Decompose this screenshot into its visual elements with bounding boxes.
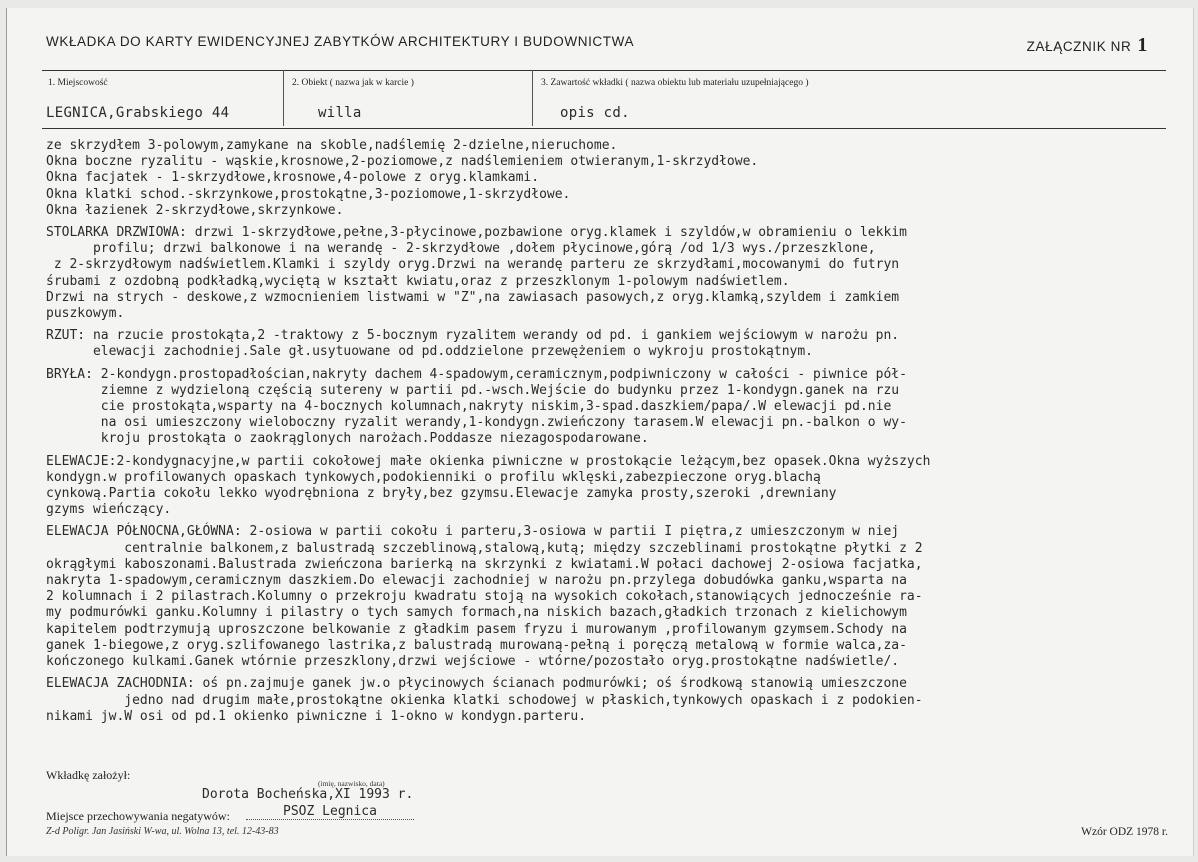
attachment-label: ZAŁĄCZNIK NR [1026, 39, 1132, 54]
description-line: cie prostokąta,wsparty na 4-bocznych kolumnach,nakryty niskim,3-spad.daszkiem/papa/.W elewacji pd.nie [46, 399, 892, 415]
description-line: cynkową.Partia cokołu lekko wyodrębniona z bryły,bez gzymsu.Elewacje zamyka prosty,szeroki ,drewniany [46, 486, 837, 502]
field-divider-1 [283, 70, 284, 126]
description-line: STOLARKA DRZWIOWA: drzwi 1-skrzydłowe,pełne,3-płycinowe,pozbawione oryg.klamek i szyldów,w obramieniu o lekkim [46, 225, 907, 241]
description-line: nakryta 1-spadowym,ceramicznym daszkiem.Do elewacji zachodniej w narożu pn.przylega dobudówka ganku,wsparta na [46, 573, 907, 589]
description-line: śrubami z ozdobną podkładką,wyciętą w kształt kwiatu,oraz z przeszklonym 1-polowym nadświetlem. [46, 273, 790, 289]
description-line: Okna łazienek 2-skrzydłowe,skrzynkowe. [46, 202, 344, 218]
header-rule-bottom [42, 128, 1166, 129]
compiled-by-value: Dorota Bocheńska,XI 1993 r. [202, 787, 414, 802]
description-line: gzyms wieńczący. [46, 502, 172, 518]
field-content-value: opis cd. [560, 105, 630, 121]
description-line: Okna boczne ryzalitu - wąskie,krosnowe,2-poziomowe,z nadślemieniem otwieranym,1-skrzydłowe. [46, 154, 759, 170]
header-rule-top [42, 70, 1166, 71]
description-line: RZUT: na rzucie prostokąta,2 -traktowy z 5-bocznym ryzalitem werandy od pd. i gankiem wejściowym w narożu pn. [46, 328, 900, 344]
form-code: Wzór ODZ 1978 r. [1081, 826, 1168, 838]
card-title: WKŁADKA DO KARTY EWIDENCYJNEJ ZABYTKÓW ARCHITEKTURY I BUDOWNICTWA [46, 34, 635, 49]
description-line: okrągłymi kaboszonami.Balustrada zwieńczona barierką na skrzynki z kwiatami.W połaci dachowej 2-osiowa facjatka, [46, 556, 923, 572]
field-place-value: LEGNICA,Grabskiego 44 [46, 105, 230, 121]
description-line: puszkowym. [46, 306, 125, 322]
field-divider-2 [532, 70, 533, 126]
field-place-label: 1. Miejscowość [48, 78, 108, 88]
description-line: profilu; drzwi balkonowe i na werandę - 2-skrzydłowe ,dołem płycinowe,górą /od 1/3 wys./przeszklone, [46, 241, 876, 257]
description-line: z 2-skrzydłowym nadświetlem.Klamki i szyldy oryg.Drzwi na werandę parteru ze skrzydłami,mocowanymi do futryn [46, 257, 900, 273]
field-object-value: willa [318, 105, 362, 121]
description-line: ELEWACJA PÓŁNOCNA,GŁÓWNA: 2-osiowa w partii cokołu i parteru,3-osiowa w partii I piętra,z umieszczonym w niej [46, 524, 900, 540]
description-line: centralnie balkonem,z balustradą szczeblinową,stalową,kutą; między szczeblinami prostokątne płytki z 2 [46, 540, 923, 556]
description-line: elewacji zachodniej.Sale gł.usytuowane od pd.oddzielone przewężeniem o wykroju prostokątnym. [46, 344, 814, 360]
description-line: jedno nad drugim małe,prostokątne okienka klatki schodowej w płaskich,tynkowych opaskach i z podokien- [46, 692, 923, 708]
attachment-heading [1027, 34, 1148, 57]
description-text [46, 138, 1176, 725]
description-line: BRYŁA: 2-kondygn.prostopadłościan,nakryty dachem 4-spadowym,ceramicznym,podpiwniczony w całości - piwnice pół- [46, 366, 907, 382]
printer-imprint: Z-d Poligr. Jan Jasiński W-wa, ul. Wolna 13, tel. 12-43-83 [46, 826, 279, 837]
description-line: kończonego kulkami.Ganek wtórnie przeszklony,drzwi wejściowe - wtórne/pozostało oryg.prostokątne nadświetle/. [46, 654, 900, 670]
description-line: Drzwi na strych - deskowe,z wzmocnieniem listwami w "Z",na zawiasach pasowych,z oryg.klamką,szyldem i zamkiem [46, 289, 900, 305]
description-line: 2 kolumnach i 2 pilastrach.Kolumny o przekroju kwadratu stoją na wysokich cokołach,stanowiących jednocześnie ra- [46, 589, 923, 605]
description-line: Okna facjatek - 1-skrzydłowe,krosnowe,4-polowe z oryg.klamkami. [46, 170, 540, 186]
description-line: na osi umieszczony wieloboczny ryzalit werandy,1-kondygn.zwieńczony tarasem.W elewacji pn.-balkon o wy- [46, 415, 907, 431]
attachment-number: 1 [1137, 34, 1148, 56]
field-object-label: 2. Obiekt ( nazwa jak w karcie ) [292, 78, 414, 88]
description-line: ELEWACJE:2-kondygnacyjne,w partii cokołowej małe okienka piwniczne w prostokącie leżącym,bez opasek.Okna wyższych [46, 453, 931, 469]
compiled-by-label: Wkładkę założył: [46, 768, 131, 782]
description-line: my podmurówki ganku.Kolumny i pilastry o tych samych formach,na niskich bazach,gładkich trzonach z kielichowym [46, 605, 907, 621]
description-line: ELEWACJA ZACHODNIA: oś pn.zajmuje ganek jw.o płycinowych ścianach podmurówki; oś środkową stanowią umieszczone [46, 676, 907, 692]
negatives-location-value: PSOZ Legnica [246, 804, 414, 820]
compiled-by-hint: (imię, nazwisko, data) [318, 779, 385, 788]
field-content-label: 3. Zawartość wkładki ( nazwa obiektu lub materiału uzupełniającego ) [541, 78, 809, 88]
negatives-location-label: Miejsce przechowywania negatywów: [46, 809, 230, 823]
description-line: ze skrzydłem 3-polowym,zamykane na skoble,nadślemię 2-dzielne,nieruchome. [46, 138, 618, 153]
description-line: kapitelem podtrzymują uproszczone belkowanie z gładkim pasem fryzu i murowanym ,profilowanym gzymsem.Schody na [46, 621, 907, 637]
description-line: kondygn.w profilowanych opaskach tynkowych,podokienniki o profilu wklęski,zabezpieczone oryg.blachą [46, 469, 821, 485]
description-line: ziemne z wydzieloną częścią sutereny w partii pd.-wsch.Wejście do budynku przez 1-kondygn.ganek na rzu [46, 382, 900, 398]
description-line: kroju prostokąta o zaokrąglonych narożach.Poddasze niezagospodarowane. [46, 431, 649, 447]
description-line: nikami jw.W osi od pd.1 okienko piwniczne i 1-okno w kondygn.parteru. [46, 708, 587, 724]
description-line: Okna klatki schod.-skrzynkowe,prostokątne,3-poziomowe,1-skrzydłowe. [46, 186, 571, 202]
description-line: ganek 1-biegowe,z oryg.szlifowanego lastrika,z balustradą murowaną-pełną i poręczą metalową w formie walca,za- [46, 637, 907, 653]
